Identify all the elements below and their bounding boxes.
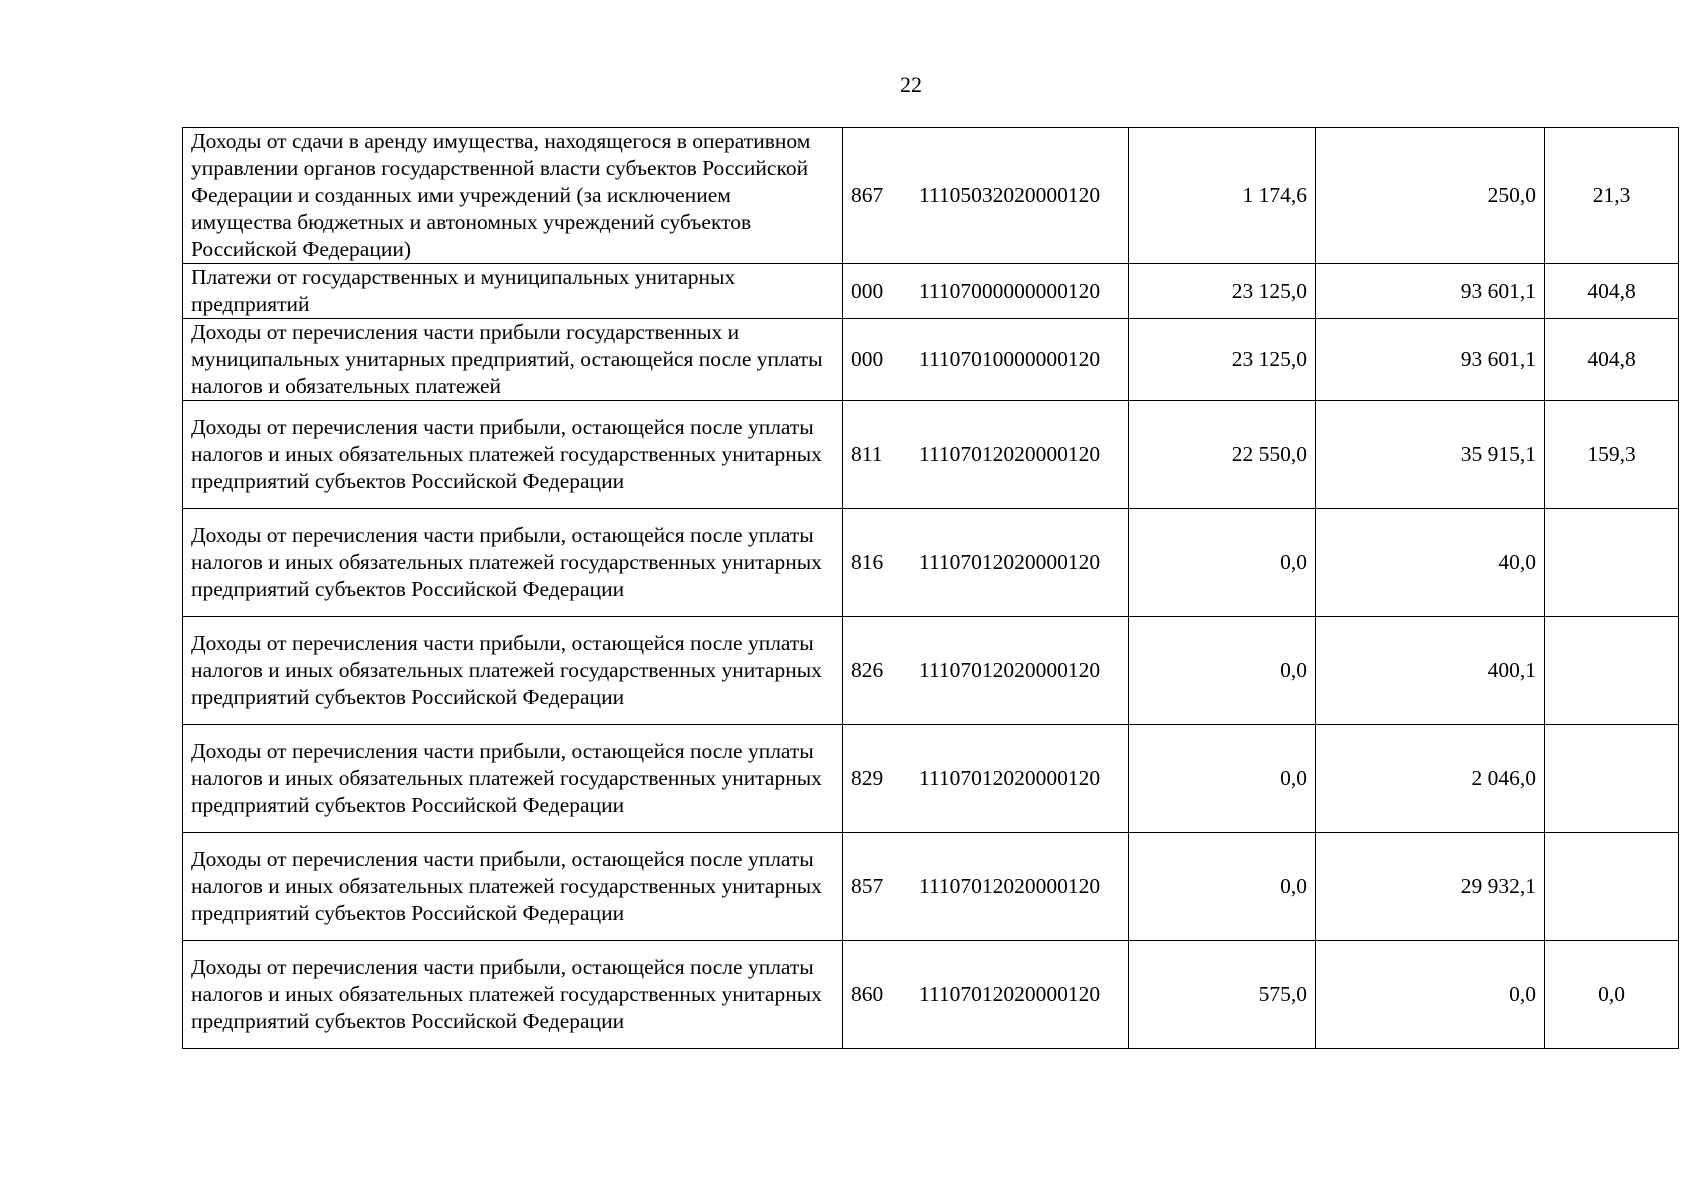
row-kbk-code: 11107012020000120 [919, 874, 1101, 898]
row-admin-code: 857 [851, 874, 884, 898]
row-kbk-code: 11107000000000120 [919, 278, 1101, 303]
row-codes [843, 617, 1129, 725]
row-fact-value: 40,0 [1316, 509, 1545, 617]
row-codes [843, 319, 1129, 401]
row-fact-value: 35 915,1 [1316, 401, 1545, 509]
row-fact-value: 93 601,1 [1316, 319, 1545, 401]
row-percent-value [1545, 617, 1679, 725]
row-plan-value: 0,0 [1129, 725, 1316, 833]
row-codes [843, 941, 1129, 1049]
table-row [183, 128, 1679, 264]
row-description: Доходы от перечисления части прибыли, остающейся после уплаты налогов и иных обязательных платежей государственных унитарных предприятий субъектов Российской Федерации [183, 617, 843, 725]
table-row [183, 264, 1679, 319]
row-codes [843, 833, 1129, 941]
page-number: 22 [900, 72, 922, 97]
table-row [183, 833, 1679, 941]
row-plan-value: 23 125,0 [1129, 319, 1316, 401]
row-admin-code: 867 [851, 183, 884, 207]
row-fact-value: 400,1 [1316, 617, 1545, 725]
row-plan-value: 0,0 [1129, 509, 1316, 617]
row-description: Доходы от перечисления части прибыли, остающейся после уплаты налогов и иных обязательных платежей государственных унитарных предприятий субъектов Российской Федерации [183, 833, 843, 941]
row-plan-value: 23 125,0 [1129, 264, 1316, 319]
row-admin-code: 826 [851, 658, 884, 682]
row-fact-value: 29 932,1 [1316, 833, 1545, 941]
row-percent-value: 0,0 [1545, 941, 1679, 1049]
row-admin-code: 816 [851, 550, 884, 574]
row-description: Платежи от государственных и муниципальных унитарных предприятий [183, 264, 843, 319]
row-percent-value: 404,8 [1545, 264, 1679, 319]
row-percent-value: 21,3 [1545, 128, 1679, 264]
row-codes [843, 725, 1129, 833]
row-plan-value: 22 550,0 [1129, 401, 1316, 509]
table-row [183, 509, 1679, 617]
row-codes [843, 128, 1129, 264]
row-description: Доходы от сдачи в аренду имущества, находящегося в оперативном управлении органов государственной власти субъектов Российской Федерации и созданных ими учреждений (за исключением имущества бюджетных и автономных учреждений субъектов Российской Федерации) [183, 128, 843, 264]
row-kbk-code: 11107012020000120 [919, 442, 1101, 466]
row-percent-value [1545, 725, 1679, 833]
row-percent-value: 159,3 [1545, 401, 1679, 509]
table-row [183, 725, 1679, 833]
table-body [183, 128, 1679, 1049]
table-row [183, 941, 1679, 1049]
row-fact-value: 2 046,0 [1316, 725, 1545, 833]
row-plan-value: 0,0 [1129, 833, 1316, 941]
row-description: Доходы от перечисления части прибыли, остающейся после уплаты налогов и иных обязательных платежей государственных унитарных предприятий субъектов Российской Федерации [183, 401, 843, 509]
row-admin-code: 811 [851, 442, 883, 466]
table-row [183, 617, 1679, 725]
revenue-table [182, 127, 1679, 1049]
row-codes [843, 401, 1129, 509]
row-codes [843, 509, 1129, 617]
row-kbk-code: 11107010000000120 [919, 347, 1101, 371]
row-fact-value: 0,0 [1316, 941, 1545, 1049]
row-kbk-code: 11107012020000120 [919, 982, 1101, 1006]
row-description: Доходы от перечисления части прибыли, остающейся после уплаты налогов и иных обязательных платежей государственных унитарных предприятий субъектов Российской Федерации [183, 725, 843, 833]
row-percent-value [1545, 833, 1679, 941]
row-codes [843, 264, 1129, 319]
row-admin-code: 829 [851, 766, 884, 790]
row-kbk-code: 11105032020000120 [919, 183, 1101, 207]
row-admin-code: 000 [851, 278, 884, 303]
row-admin-code: 860 [851, 982, 884, 1006]
row-description: Доходы от перечисления части прибыли, остающейся после уплаты налогов и иных обязательных платежей государственных унитарных предприятий субъектов Российской Федерации [183, 941, 843, 1049]
row-plan-value: 0,0 [1129, 617, 1316, 725]
row-fact-value: 250,0 [1316, 128, 1545, 264]
row-admin-code: 000 [851, 347, 884, 371]
row-kbk-code: 11107012020000120 [919, 658, 1101, 682]
row-plan-value: 1 174,6 [1129, 128, 1316, 264]
table-row [183, 401, 1679, 509]
row-description: Доходы от перечисления части прибыли, остающейся после уплаты налогов и иных обязательных платежей государственных унитарных предприятий субъектов Российской Федерации [183, 509, 843, 617]
row-plan-value: 575,0 [1129, 941, 1316, 1049]
row-kbk-code: 11107012020000120 [919, 766, 1101, 790]
row-kbk-code: 11107012020000120 [919, 550, 1101, 574]
row-description: Доходы от перечисления части прибыли государственных и муниципальных унитарных предприятий, остающейся после уплаты налогов и обязательных платежей [183, 319, 843, 401]
row-fact-value: 93 601,1 [1316, 264, 1545, 319]
row-percent-value: 404,8 [1545, 319, 1679, 401]
table-row [183, 319, 1679, 401]
row-percent-value [1545, 509, 1679, 617]
